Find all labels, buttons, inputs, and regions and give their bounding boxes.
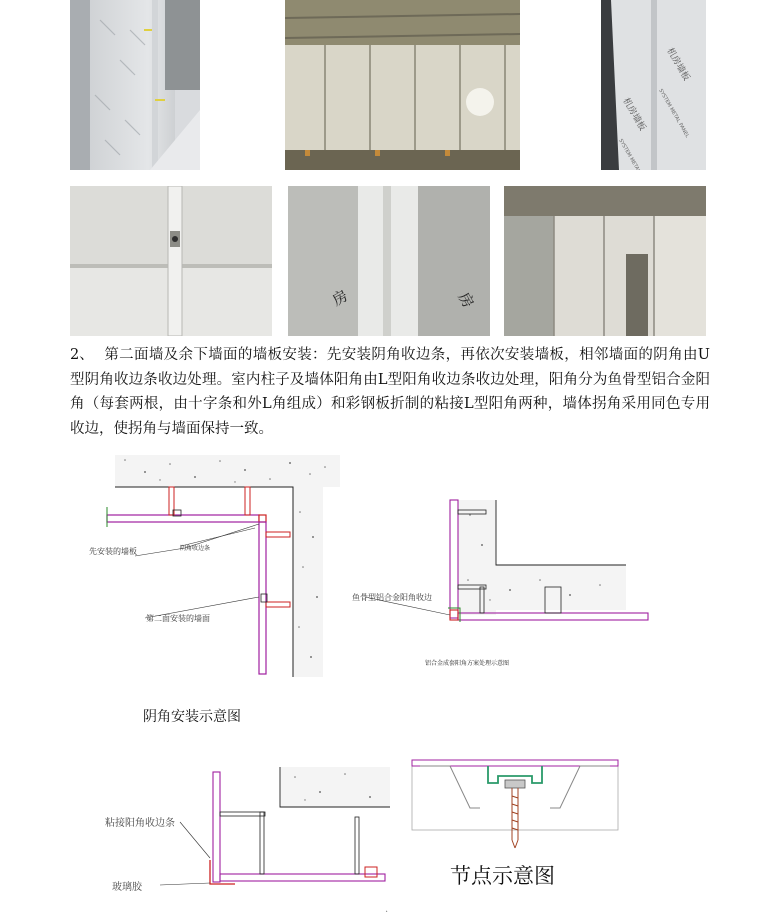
body-paragraph [70, 343, 710, 441]
photo5-text-left: 房 [329, 286, 352, 310]
label-first-panel: 先安装的墙板 [89, 547, 137, 556]
panel-brand-cn: 机房墙板 [664, 46, 692, 83]
photo-wall-panels-installation [285, 0, 520, 170]
photo-room-doorway [504, 186, 706, 336]
node-detail-drawing [410, 758, 620, 853]
photo-panel-joint-clip [70, 186, 272, 336]
caption-inner-corner: 阴角安装示意图 [143, 709, 241, 725]
glued-corner-drawing [100, 762, 390, 902]
label-fishbone: 鱼骨型铝合金阳角收边 [352, 593, 432, 602]
label-corner-strip: 阴角收边条 [180, 545, 211, 552]
footer-mark: . [385, 904, 389, 915]
fishbone-corner-drawing [350, 495, 660, 675]
inner-corner-drawing [85, 452, 340, 680]
label-second-panel: 第二面安装的墙面 [146, 614, 210, 623]
photo-wall-panel-corridor [70, 0, 200, 170]
photo-corner-trim-film [288, 186, 490, 336]
paragraph-text: 第二面墙及余下墙面的墙板安装：先安装阴角收边条，再依次安装墙板，相邻墙面的阴角由U型阴角收边条收边处理。室内柱子及墙体阳角由L型阳角收边条收边处理，阳角分为鱼骨型铝合金阳角（每套两根，由十字条和外L角组成）和彩钢板折制的粘接L型阳角两种，墙体拐角采用同色专用收边，使拐角与墙面保持一致。 [70, 347, 710, 437]
paragraph-number: 2、 [70, 347, 94, 363]
label-caption-small: 铝合金成套阳角方案处理示意图 [425, 660, 510, 667]
caption-node: 节点示意图 [450, 864, 555, 888]
label-glass-glue: 玻璃胶 [112, 882, 142, 893]
panel-brand-en: SYSTEM METAL PANEL [657, 88, 691, 139]
photo-system-metal-panel-closeup [601, 0, 706, 170]
panel-brand-cn-2: 机房墙板 [620, 96, 648, 133]
label-glued-corner: 粘接阳角收边条 [105, 818, 175, 829]
photo5-text-right: 房 [454, 289, 478, 312]
